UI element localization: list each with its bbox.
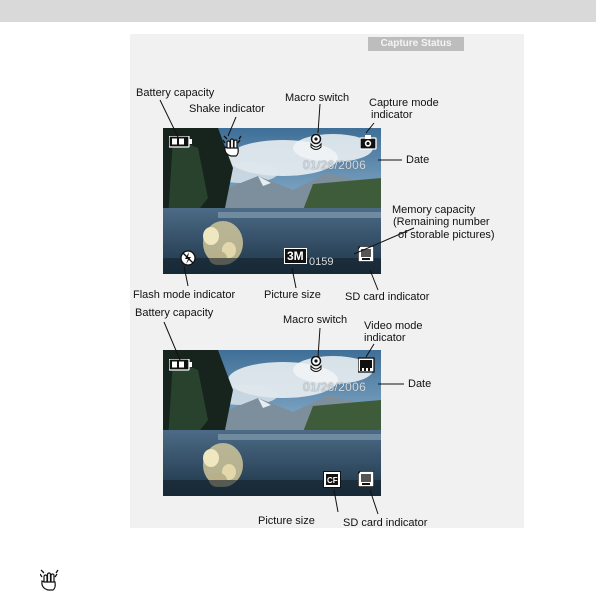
capture-status-tag: Capture Status bbox=[368, 37, 464, 51]
label-picture-size-video: Picture size bbox=[258, 515, 315, 527]
photo-date-readout: 01/26/2006 bbox=[303, 158, 367, 172]
label-macro-switch-video: Macro switch bbox=[283, 314, 348, 326]
label-flash-mode: Flash mode indicator bbox=[133, 289, 236, 301]
label-capture-mode: Capture mode bbox=[369, 97, 439, 109]
label-video-mode: Video mode bbox=[364, 320, 423, 332]
label-memory-capacity-2: (Remaining number bbox=[393, 216, 490, 228]
label-macro-switch: Macro switch bbox=[285, 92, 350, 104]
label-memory-capacity: Memory capacity bbox=[392, 204, 476, 216]
svg-text:CF: CF bbox=[327, 476, 338, 485]
label-picture-size: Picture size bbox=[264, 289, 321, 301]
video-date-readout: 01/26/2006 bbox=[303, 380, 367, 394]
label-capture-mode-2: indicator bbox=[371, 109, 413, 121]
shake-hand-icon bbox=[40, 568, 59, 591]
picture-size-badge: 3M bbox=[284, 248, 307, 264]
label-sd-card: SD card indicator bbox=[345, 291, 430, 303]
label-date-video: Date bbox=[408, 378, 432, 390]
label-shake-indicator: Shake indicator bbox=[189, 103, 265, 115]
label-memory-capacity-3: of storable pictures) bbox=[398, 229, 495, 241]
label-video-mode-2: indicator bbox=[364, 332, 406, 344]
label-date: Date bbox=[406, 154, 430, 166]
label-battery-capacity: Battery capacity bbox=[136, 87, 215, 99]
remaining-pictures-counter: 0159 bbox=[309, 256, 334, 268]
label-sd-card-video: SD card indicator bbox=[343, 517, 428, 529]
label-battery-capacity-video: Battery capacity bbox=[135, 307, 214, 319]
